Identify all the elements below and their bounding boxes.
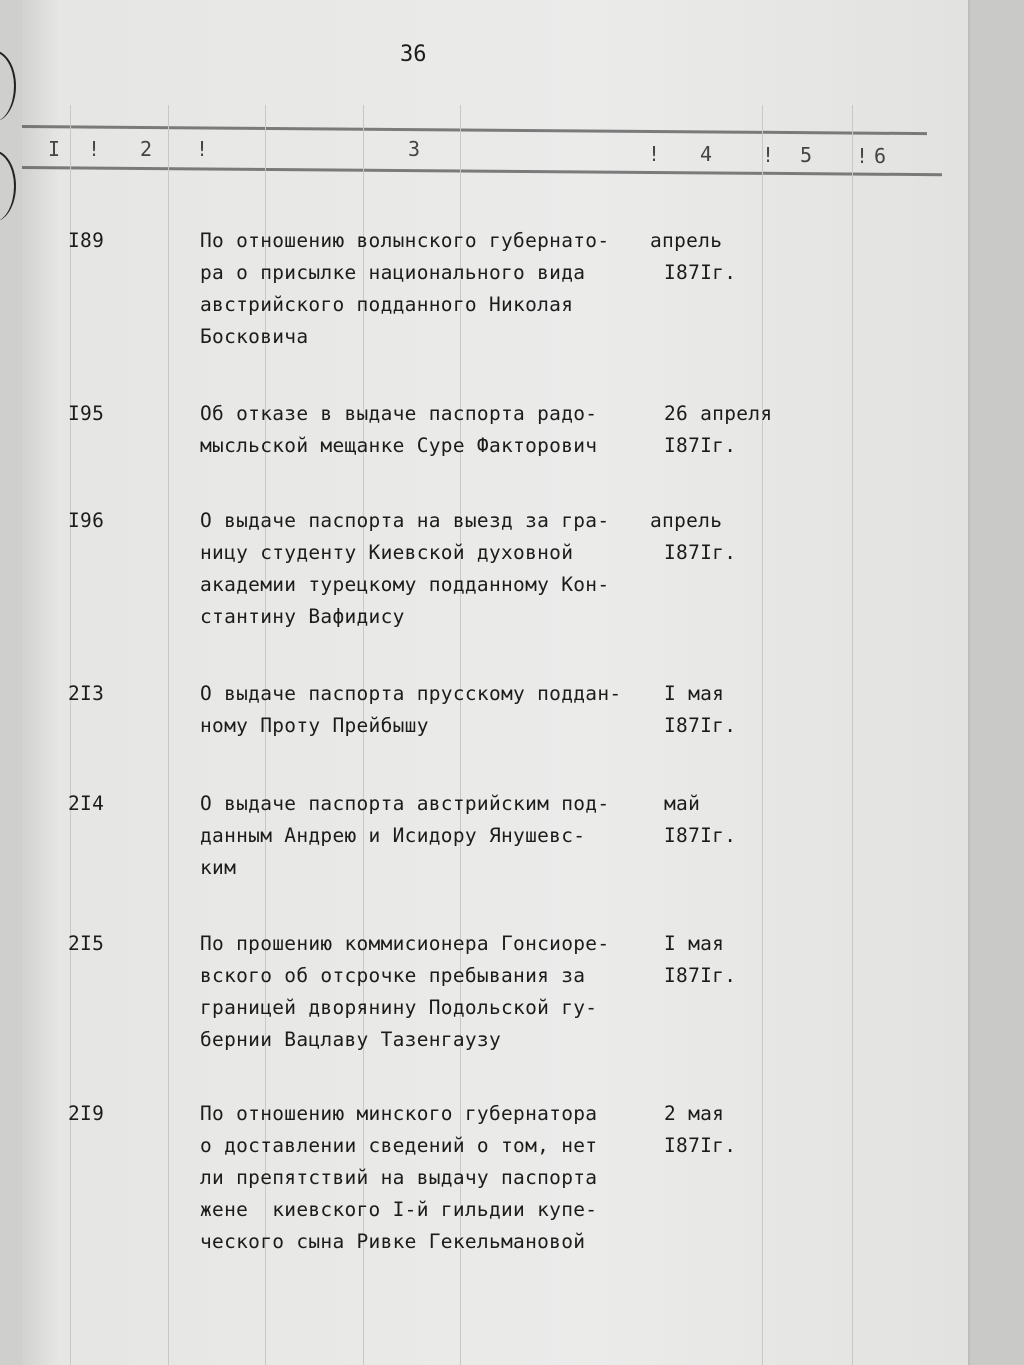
- entry-number: I89: [68, 229, 105, 252]
- entry-description: [200, 1098, 597, 1258]
- column-divider: [852, 105, 853, 1365]
- column-divider: [70, 105, 71, 1365]
- entry-number: I95: [68, 402, 105, 425]
- date-line: I87Iг.: [664, 964, 737, 987]
- date-line: I мая: [664, 682, 725, 705]
- entry-date: [664, 788, 736, 852]
- column-separator: !: [856, 144, 869, 168]
- entry-date: [664, 398, 772, 462]
- column-separator: !: [648, 142, 661, 166]
- column-divider: [762, 105, 763, 1365]
- date-line: I мая: [664, 932, 725, 955]
- column-separator: !: [88, 137, 101, 161]
- description-line: мысльской мещанке Суре Факторович: [200, 434, 598, 457]
- column-header: 5: [800, 143, 813, 167]
- description-line: ному Проту Прейбышу: [200, 714, 429, 737]
- date-line: I87Iг.: [664, 434, 737, 457]
- binding-curve: [0, 150, 16, 222]
- description-line: По отношению волынского губернато-: [200, 229, 610, 252]
- page-stack-edge: [968, 0, 1024, 1365]
- description-line: границей дворянину Подольской гу-: [200, 996, 598, 1019]
- description-line: о доставлении сведений о том, нет: [200, 1134, 598, 1157]
- entry-description: [200, 678, 621, 742]
- page-number: 36: [400, 42, 427, 67]
- entry-number: 2I4: [68, 792, 105, 815]
- description-line: О выдаче паспорта на выезд за гра-: [200, 509, 610, 532]
- facing-page-edge: [0, 0, 23, 1365]
- description-line: австрийского подданного Николая: [200, 293, 574, 316]
- entry-description: [200, 398, 597, 462]
- column-header: 2: [140, 137, 153, 161]
- description-line: вского об отсрочке пребывания за: [200, 964, 586, 987]
- entry-description: [200, 505, 609, 633]
- entry-date: [664, 678, 736, 742]
- description-line: ницу студенту Киевской духовной: [200, 541, 574, 564]
- column-header: I: [48, 137, 61, 161]
- column-header: 6: [874, 144, 887, 168]
- entry-description: [200, 788, 609, 884]
- entry-date: [664, 928, 736, 992]
- date-line: I87Iг.: [664, 261, 737, 284]
- description-line: данным Андрею и Исидору Янушевс-: [200, 824, 586, 847]
- entry-number: I96: [68, 509, 105, 532]
- description-line: бернии Вацлаву Тазенгаузу: [200, 1028, 501, 1051]
- entry-date: [650, 505, 736, 569]
- column-separator: !: [196, 137, 209, 161]
- date-line: 26 апреля: [664, 402, 773, 425]
- entry-number: 2I5: [68, 932, 105, 955]
- description-line: Об отказе в выдаче паспорта радо-: [200, 402, 598, 425]
- description-line: Босковича: [200, 325, 309, 348]
- entry-date: [664, 1098, 736, 1162]
- description-line: ра о присылке национального вида: [200, 261, 586, 284]
- entry-number: 2I3: [68, 682, 105, 705]
- column-separator: !: [762, 143, 775, 167]
- date-line: I87Iг.: [664, 824, 737, 847]
- column-header: 4: [700, 142, 713, 166]
- entry-number: 2I9: [68, 1102, 105, 1125]
- date-line: I87Iг.: [664, 541, 737, 564]
- column-divider: [168, 105, 169, 1365]
- date-line: апрель: [650, 509, 723, 532]
- column-header: 3: [408, 137, 421, 161]
- description-line: академии турецкому подданному Кон-: [200, 573, 610, 596]
- date-line: I87Iг.: [664, 1134, 737, 1157]
- description-line: По прошению коммисионера Гонсиоре-: [200, 932, 610, 955]
- entry-description: [200, 928, 609, 1056]
- entry-description: [200, 225, 609, 353]
- description-line: ли препятствий на выдачу паспорта: [200, 1166, 598, 1189]
- description-line: ческого сына Ривке Гекельмановой: [200, 1230, 586, 1253]
- description-line: О выдаче паспорта австрийским под-: [200, 792, 610, 815]
- date-line: I87Iг.: [664, 714, 737, 737]
- date-line: 2 мая: [664, 1102, 725, 1125]
- entry-date: [650, 225, 736, 289]
- binding-curve: [0, 50, 16, 122]
- date-line: май: [664, 792, 701, 815]
- date-line: апрель: [650, 229, 723, 252]
- description-line: ким: [200, 856, 237, 879]
- description-line: По отношению минского губернатора: [200, 1102, 598, 1125]
- description-line: О выдаче паспорта прусскому поддан-: [200, 682, 622, 705]
- description-line: стантину Вафидису: [200, 605, 405, 628]
- description-line: жене киевского I-й гильдии купе-: [200, 1198, 598, 1221]
